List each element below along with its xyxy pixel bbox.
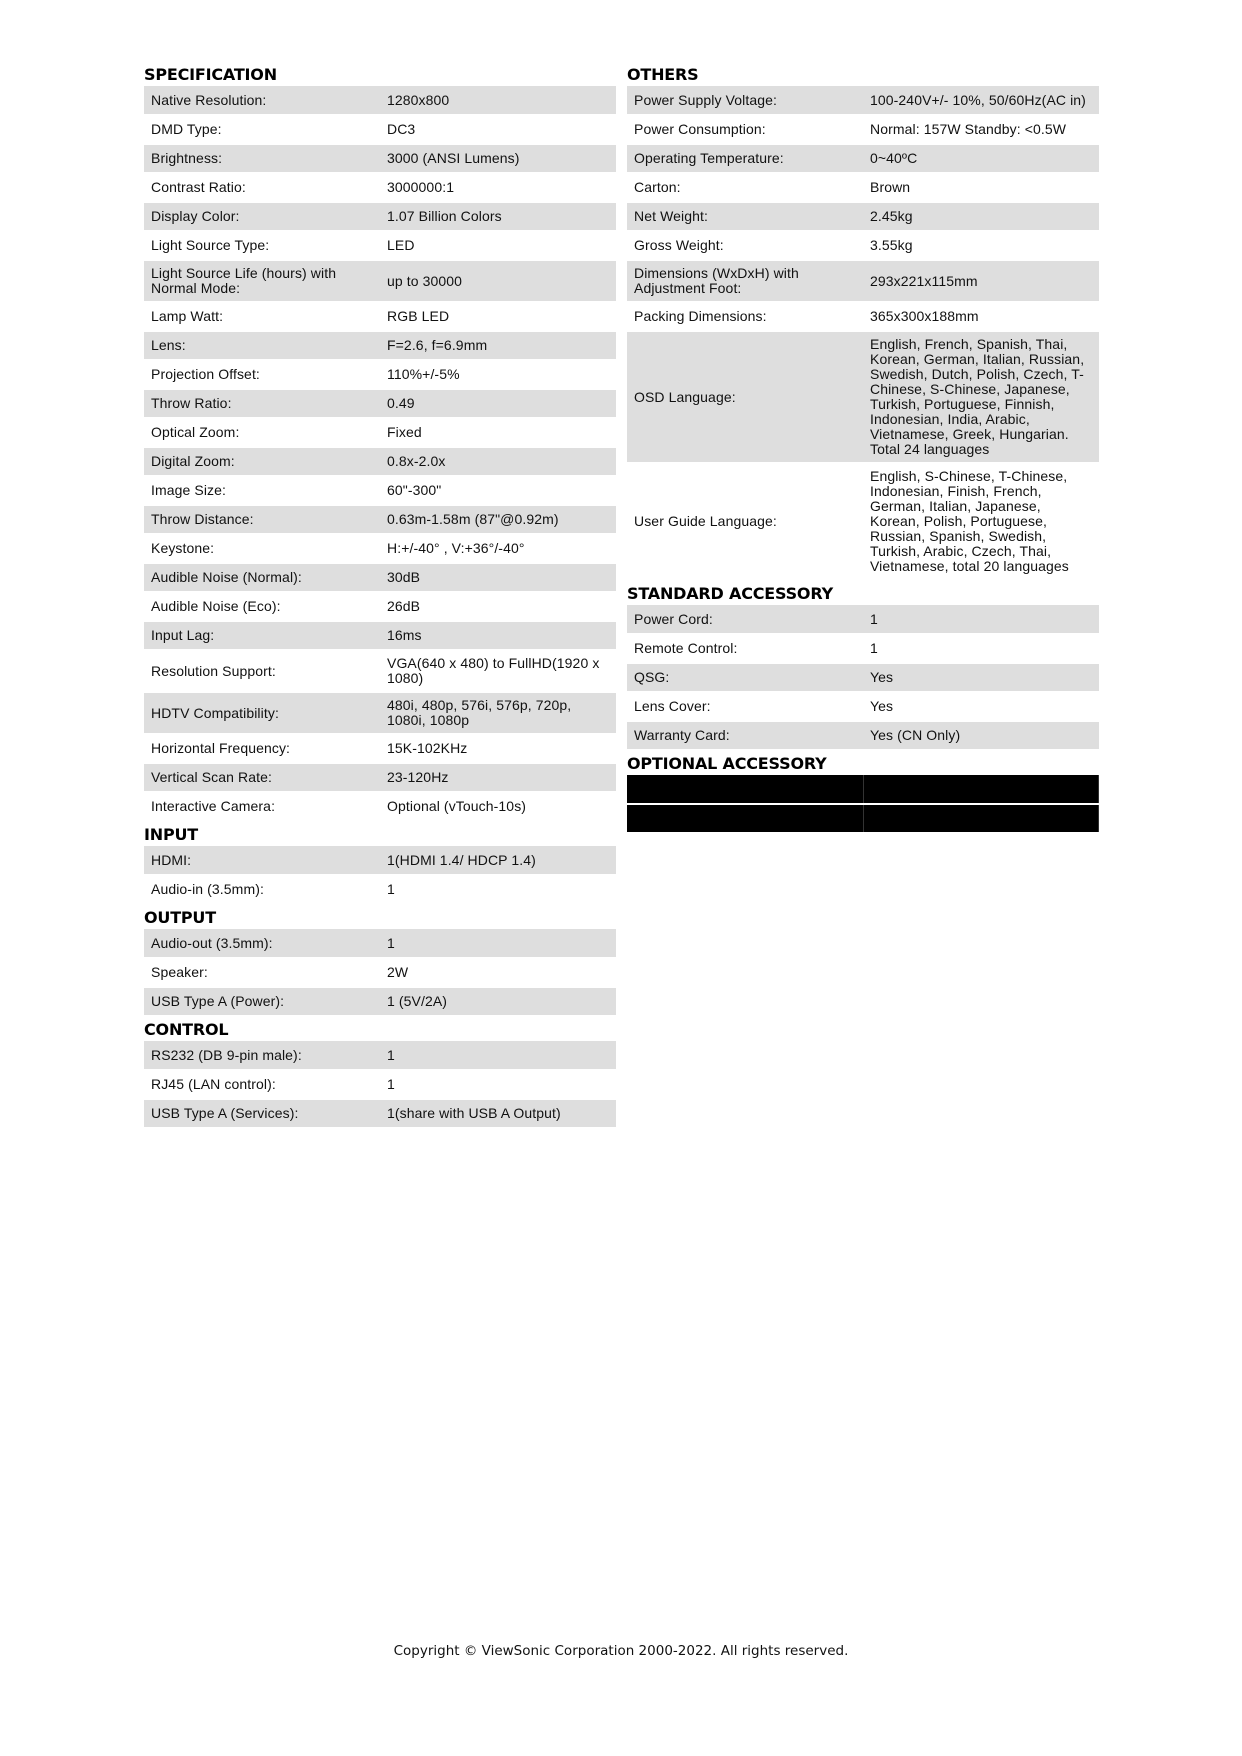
table-row [627,605,1099,634]
input-heading: INPUT [144,825,198,844]
spec-value: 480i, 480p, 576i, 576p, 720p, 1080i, 1080p [380,692,616,734]
spec-label: Audible Noise (Eco): [144,592,380,621]
output-table [144,929,616,1017]
spec-label: Throw Distance: [144,505,380,534]
spec-label: User Guide Language: [627,463,863,580]
table-row [144,763,616,792]
spec-value: Fixed [380,418,616,447]
table-row [144,86,616,115]
spec-value: 1 [863,634,1099,663]
spec-label: Light Source Type: [144,231,380,260]
control-heading: CONTROL [144,1020,229,1039]
table-row [627,231,1099,260]
table-row [144,987,616,1016]
table-row [627,804,1099,833]
table-row [144,360,616,389]
table-row [144,792,616,821]
table-row [627,260,1099,302]
table-row [144,389,616,418]
spec-label: OSD Language: [627,331,863,463]
spec-label: Optical Zoom: [144,418,380,447]
spec-label: Speaker: [144,958,380,987]
spec-value: 0.63m-1.58m (87"@0.92m) [380,505,616,534]
standard-accessory-table [627,605,1099,751]
table-row [627,302,1099,331]
spec-label: Audible Noise (Normal): [144,563,380,592]
spec-value: 3000000:1 [380,173,616,202]
spec-value: 1(HDMI 1.4/ HDCP 1.4) [380,846,616,875]
table-row [144,331,616,360]
table-row [144,447,616,476]
table-row [627,331,1099,463]
spec-label: Packing Dimensions: [627,302,863,331]
output-heading: OUTPUT [144,908,216,927]
table-row [144,592,616,621]
spec-label: Brightness: [144,144,380,173]
spec-label: Operating Temperature: [627,144,863,173]
spec-label: Lens Cover: [627,692,863,721]
spec-value: 1 [380,1070,616,1099]
optional-accessory-table [627,775,1099,834]
table-row [144,260,616,302]
spec-label: Keystone: [144,534,380,563]
spec-value: 1(share with USB A Output) [380,1099,616,1128]
spec-value: 16ms [380,621,616,650]
table-row [627,775,1099,804]
table-row [144,144,616,173]
spec-label: USB Type A (Power): [144,987,380,1016]
spec-label: RS232 (DB 9-pin male): [144,1041,380,1070]
table-row [627,634,1099,663]
table-row [627,663,1099,692]
table-row [144,875,616,904]
table-row [627,692,1099,721]
spec-label [627,775,864,804]
table-row [627,144,1099,173]
spec-label: Throw Ratio: [144,389,380,418]
optional-accessory-heading: OPTIONAL ACCESSORY [627,754,827,773]
spec-value: Yes [863,663,1099,692]
table-row [144,418,616,447]
spec-label: Power Consumption: [627,115,863,144]
control-table [144,1041,616,1129]
spec-value: Brown [863,173,1099,202]
table-row [144,929,616,958]
table-row [144,202,616,231]
spec-value: 15K-102KHz [380,734,616,763]
spec-label: Display Color: [144,202,380,231]
spec-value: 3.55kg [863,231,1099,260]
spec-value: DC3 [380,115,616,144]
spec-label: Interactive Camera: [144,792,380,821]
spec-label: Contrast Ratio: [144,173,380,202]
table-row [144,621,616,650]
table-row [144,173,616,202]
spec-label: Carton: [627,173,863,202]
spec-value: 293x221x115mm [863,260,1099,302]
table-row [144,534,616,563]
table-row [144,650,616,692]
spec-label: Input Lag: [144,621,380,650]
spec-value: English, French, Spanish, Thai, Korean, German, Italian, Russian, Swedish, Dutch, Polish, Czech, T-Chinese, S-Chinese, Japanese, Turkish, Portuguese, Finnish, Indonesian, India, Arabic, Vietnamese, Greek, Hungarian. Total 24 languages [863,331,1099,463]
spec-label: DMD Type: [144,115,380,144]
specification-table [144,86,616,822]
spec-value: 1 [380,1041,616,1070]
spec-label: USB Type A (Services): [144,1099,380,1128]
spec-label: Warranty Card: [627,721,863,750]
spec-value: 3000 (ANSI Lumens) [380,144,616,173]
spec-value: LED [380,231,616,260]
table-row [144,1041,616,1070]
table-row [627,202,1099,231]
input-table [144,846,616,905]
table-row [144,1099,616,1128]
spec-label: Power Supply Voltage: [627,86,863,115]
spec-value: 60"-300" [380,476,616,505]
spec-label: RJ45 (LAN control): [144,1070,380,1099]
spec-value: 365x300x188mm [863,302,1099,331]
spec-value: English, S-Chinese, T-Chinese, Indonesian, Finish, French, German, Italian, Japanese, Korean, Polish, Portuguese, Russian, Spanish, Swedish, Turkish, Arabic, Czech, Thai, Vietnamese, total 20 languages [863,463,1099,580]
spec-value: 100-240V+/- 10%, 50/60Hz(AC in) [863,86,1099,115]
spec-label: HDTV Compatibility: [144,692,380,734]
copyright-footer: Copyright © ViewSonic Corporation 2000-2022. All rights reserved. [393,1643,849,1659]
standard-accessory-heading: STANDARD ACCESSORY [627,584,833,603]
spec-value: 1.07 Billion Colors [380,202,616,231]
table-row [627,115,1099,144]
spec-label: Native Resolution: [144,86,380,115]
table-row [144,302,616,331]
spec-value: 1 [863,605,1099,634]
specification-heading: SPECIFICATION [144,65,277,84]
spec-value: 1 [380,929,616,958]
spec-value: up to 30000 [380,260,616,302]
spec-label: QSG: [627,663,863,692]
spec-value [864,804,1099,833]
spec-label: Dimensions (WxDxH) with Adjustment Foot: [627,260,863,302]
table-row [144,115,616,144]
spec-label: Audio-in (3.5mm): [144,875,380,904]
spec-value: 0~40ºC [863,144,1099,173]
spec-label: Remote Control: [627,634,863,663]
spec-label: Vertical Scan Rate: [144,763,380,792]
spec-value: 1 [380,875,616,904]
spec-value: 30dB [380,563,616,592]
spec-label: Horizontal Frequency: [144,734,380,763]
table-row [144,846,616,875]
spec-value: Normal: 157W Standby: <0.5W [863,115,1099,144]
spec-value: 2W [380,958,616,987]
table-row [627,721,1099,750]
table-row [144,231,616,260]
table-row [144,505,616,534]
right-column [627,62,1099,834]
table-row [627,463,1099,580]
spec-value: 1 (5V/2A) [380,987,616,1016]
spec-value: 2.45kg [863,202,1099,231]
spec-value: Optional (vTouch-10s) [380,792,616,821]
spec-label: Gross Weight: [627,231,863,260]
table-row [627,86,1099,115]
table-row [144,734,616,763]
table-row [144,1070,616,1099]
spec-label: Resolution Support: [144,650,380,692]
table-row [144,692,616,734]
spec-value: Yes [863,692,1099,721]
left-column [144,62,616,1129]
spec-label: Net Weight: [627,202,863,231]
spec-label: Lens: [144,331,380,360]
table-row [144,476,616,505]
spec-label: Image Size: [144,476,380,505]
table-row [144,563,616,592]
spec-label [627,804,864,833]
spec-value: 110%+/-5% [380,360,616,389]
spec-label: Light Source Life (hours) with Normal Mode: [144,260,380,302]
spec-value: 26dB [380,592,616,621]
table-row [627,173,1099,202]
spec-value: 0.8x-2.0x [380,447,616,476]
spec-value: VGA(640 x 480) to FullHD(1920 x 1080) [380,650,616,692]
spec-value [864,775,1099,804]
spec-label: Lamp Watt: [144,302,380,331]
spec-label: Digital Zoom: [144,447,380,476]
spec-label: HDMI: [144,846,380,875]
others-heading: OTHERS [627,65,699,84]
spec-label: Projection Offset: [144,360,380,389]
others-table [627,86,1099,581]
spec-value: Yes (CN Only) [863,721,1099,750]
spec-value: 0.49 [380,389,616,418]
spec-value: F=2.6, f=6.9mm [380,331,616,360]
spec-label: Audio-out (3.5mm): [144,929,380,958]
spec-value: 1280x800 [380,86,616,115]
spec-value: RGB LED [380,302,616,331]
spec-label: Power Cord: [627,605,863,634]
table-row [144,958,616,987]
spec-value: 23-120Hz [380,763,616,792]
spec-value: H:+/-40° , V:+36°/-40° [380,534,616,563]
